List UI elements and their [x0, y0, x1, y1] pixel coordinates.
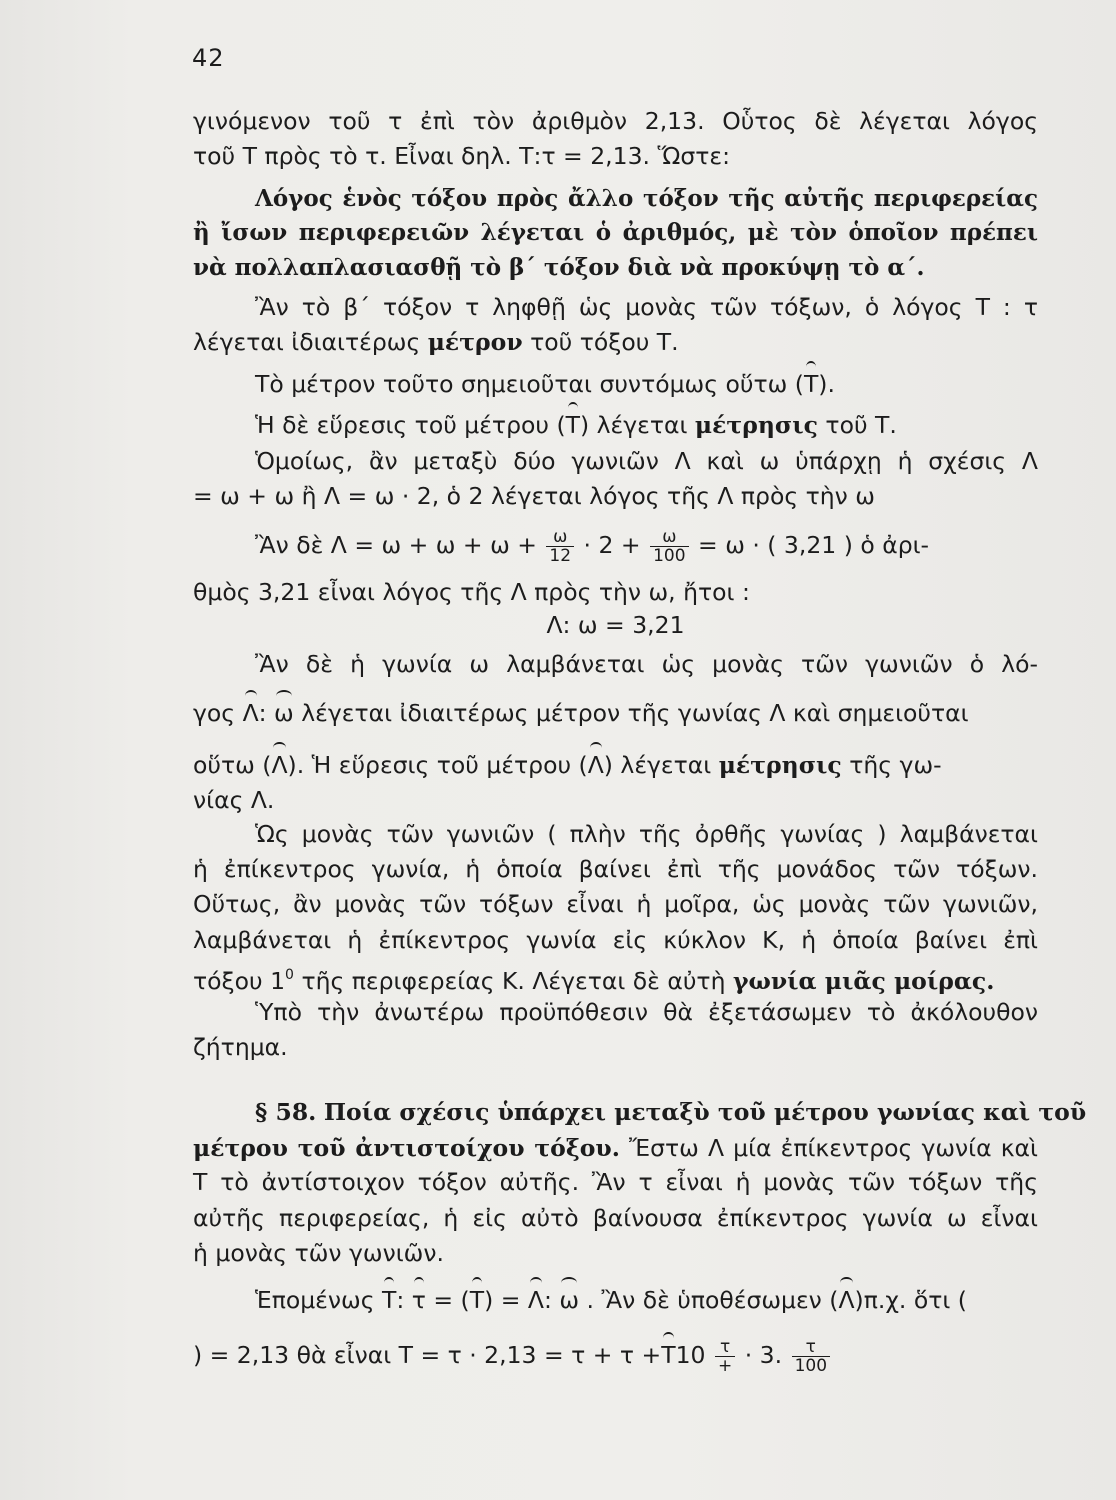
fraction-tau-10	[715, 1338, 735, 1375]
text-span: ). Ἡ εὕρεσις τοῦ μέτρου (	[287, 751, 588, 779]
text-line: Ὡς μονὰς τῶν γωνιῶν ( πλὴν τῆς ὀρθῆς γωνίας ) λαμβάνεται	[255, 820, 1038, 848]
fraction-tau-100	[792, 1338, 830, 1375]
text-span: Ἡ δὲ εὕρεσις τοῦ μέτρου (	[255, 411, 566, 439]
angle-symbol: Λ	[271, 751, 288, 779]
text-span: · 2 +	[583, 531, 641, 559]
equation-line	[193, 1338, 1038, 1375]
section-heading-line	[193, 1097, 1087, 1127]
text-line: Ὁμοίως, ἂν μεταξὺ δύο γωνιῶν Λ καὶ ω ὑπάρχῃ ἡ σχέσις Λ	[255, 447, 1038, 475]
text-line	[193, 369, 1038, 399]
fraction-omega-100	[650, 528, 688, 565]
definition-line: νὰ πολλαπλασιασθῇ τὸ β΄ τόξον διὰ νὰ προκύψῃ τὸ α΄.	[193, 254, 925, 281]
angle-symbol: ω	[274, 699, 294, 727]
text-line	[193, 410, 1038, 440]
text-span: γος	[193, 699, 236, 727]
section-number: § 58.	[255, 1098, 317, 1126]
text-span: =	[433, 1286, 454, 1314]
arc-symbol: Τ	[469, 1286, 485, 1314]
text-span: ) λέγεται	[603, 751, 712, 779]
term-metrisis: μέτρησις	[694, 411, 818, 439]
text-line	[193, 750, 1038, 780]
definition-line: ἢ ἴσων περιφερειῶν λέγεται ὁ ἀριθμός, μὲ τὸν ὁποῖον πρέπει	[193, 219, 1038, 246]
text-span: λέγεται ἰδιαιτέρως μέτρον τῆς γωνίας Λ καὶ σημειοῦται	[301, 699, 969, 727]
text-span: =	[500, 1286, 521, 1314]
fraction-denominator: +	[717, 1356, 733, 1376]
fraction-denominator: 12	[549, 546, 572, 566]
text-span: τόξου 1	[193, 967, 286, 995]
text-line: Ὑπὸ τὴν ἀνωτέρω προϋπόθεσιν θὰ ἐξετάσωμεν τὸ ἀκόλουθον	[255, 998, 1038, 1026]
text-span: ).	[818, 370, 835, 398]
text-span: Ἔστω Λ μία ἐπίκεντρος γωνία καὶ	[629, 1134, 1038, 1162]
text-span: 10	[675, 1341, 706, 1369]
text-span: λέγεται ἰδιαιτέρως	[193, 328, 421, 356]
section-heading-line	[193, 1133, 1038, 1163]
equation-line	[193, 528, 1038, 565]
angle-symbol: Λ	[838, 1286, 855, 1314]
equation-line: Ἑπομένως Τ: τ = (Τ) = Λ: ω . Ἂν δὲ ὑποθέσωμεν (Λ)π.χ. ὅτι (	[255, 1286, 967, 1314]
page-number: 42	[192, 44, 225, 72]
arc-symbol: Τ	[381, 1286, 397, 1314]
text-span: τῆς περιφερείας Κ. Λέγεται δὲ αὐτὴ	[301, 967, 726, 995]
fraction-numerator: ω	[650, 528, 688, 547]
text-line: ἡ μονὰς τῶν γωνιῶν.	[193, 1239, 444, 1267]
text-line: θμὸς 3,21 εἶναι λόγος τῆς Λ πρὸς τὴν ω, ἤτοι :	[193, 578, 750, 606]
fraction-denominator: 100	[653, 546, 686, 566]
angle-symbol: Λ	[242, 699, 259, 727]
text-span: ) λέγεται	[579, 411, 688, 439]
text-line: Οὕτως, ἂν μονὰς τῶν τόξων εἶναι ἡ μοῖρα, ὡς μονὰς τῶν γωνιῶν,	[193, 890, 1038, 918]
term-metrisis: μέτρησις	[718, 751, 842, 779]
text-line: γινόμενον τοῦ τ ἐπὶ τὸν ἀριθμὸν 2,13. Οὗτος δὲ λέγεται λόγος	[193, 107, 1038, 135]
fraction-denominator: 100	[794, 1356, 828, 1376]
text-span: τῆς γω-	[849, 751, 942, 779]
text-line: ἡ ἐπίκεντρος γωνία, ἡ ὁποία βαίνει ἐπὶ τῆς μονάδος τῶν τόξων.	[193, 855, 1038, 883]
angle-symbol: ω	[559, 1286, 580, 1314]
text-line: ζήτημα.	[193, 1033, 288, 1061]
term-gonia-mias-moiras: γωνία μιᾶς μοίρας.	[732, 967, 995, 995]
fraction-numerator: ω	[546, 528, 574, 547]
text-line: αὐτῆς περιφερείας, ἡ εἰς αὐτὸ βαίνουσα ἐπίκεντρος γωνία ω εἶναι	[193, 1204, 1038, 1232]
text-line: λαμβάνεται ἡ ἐπίκεντρος γωνία εἰς κύκλον Κ, ἡ ὁποία βαίνει ἐπὶ	[193, 926, 1038, 954]
text-span: οὕτω (	[193, 751, 272, 779]
text-span: ) = 2,13 θὰ εἶναι Τ = τ · 2,13 = τ + τ +	[193, 1341, 662, 1369]
text-span: τοῦ Τ.	[825, 411, 897, 439]
text-line: = ω + ω ἢ Λ = ω · 2, ὁ 2 λέγεται λόγος τῆς Λ πρὸς τὴν ω	[193, 482, 875, 510]
text-line: νίας Λ.	[193, 786, 275, 814]
angle-symbol: Λ	[587, 751, 604, 779]
text-span: Ἂν δὲ Λ = ω + ω + ω +	[255, 531, 537, 559]
term-metron: μέτρον	[427, 328, 523, 356]
text-span: . Ἂν δὲ ὑποθέσωμεν	[586, 1286, 822, 1314]
text-span: = ω · ( 3,21 ) ὁ ἀρι-	[698, 531, 930, 559]
text-span: :	[258, 699, 267, 727]
degree-superscript: 0	[285, 967, 294, 983]
fraction-numerator: τ	[715, 1338, 735, 1357]
text-line: Ἂν τὸ β΄ τόξον τ ληφθῇ ὡς μονὰς τῶν τόξων, ὁ λόγος Τ : τ	[255, 293, 1038, 321]
arc-symbol: Τ	[661, 1341, 676, 1369]
text-line	[193, 960, 1038, 996]
angle-symbol: Λ	[527, 1286, 544, 1314]
text-span: π.χ. ὅτι (	[863, 1286, 967, 1314]
equation-line: Λ: ω = 3,21	[546, 611, 685, 639]
fraction-omega-12	[546, 528, 574, 565]
fraction-numerator: τ	[792, 1338, 830, 1357]
section-title-cont: μέτρου τοῦ ἀντιστοίχου τόξου.	[193, 1134, 620, 1162]
text-span: Ἑπομένως	[255, 1286, 375, 1314]
text-line: Τ τὸ ἀντίστοιχον τόξον αὐτῆς. Ἂν τ εἶναι ἡ μονὰς τῶν τόξων τῆς	[193, 1168, 1038, 1196]
text-line	[193, 698, 1038, 728]
text-span: Τὸ μέτρον τοῦτο σημειοῦται συντόμως οὕτω (	[255, 370, 804, 398]
arc-symbol: Τ	[565, 411, 580, 439]
text-line: Ἂν δὲ ἡ γωνία ω λαμβάνεται ὡς μονὰς τῶν γωνιῶν ὁ λό-	[255, 650, 1038, 678]
text-line	[193, 327, 1038, 357]
text-line: τοῦ Τ πρὸς τὸ τ. Εἶναι δηλ. Τ:τ = 2,13. Ὥστε:	[193, 142, 730, 170]
section-title: Ποία σχέσις ὑπάρχει μεταξὺ τοῦ μέτρου γωνίας καὶ τοῦ	[323, 1098, 1087, 1126]
arc-symbol: τ	[411, 1286, 426, 1314]
definition-line: Λόγος ἑνὸς τόξου πρὸς ἄλλο τόξον τῆς αὐτῆς περιφερείας	[255, 185, 1038, 212]
text-span: · 3.	[744, 1341, 783, 1369]
arc-symbol: Τ	[803, 370, 819, 398]
text-span: τοῦ τόξου Τ.	[530, 328, 679, 356]
